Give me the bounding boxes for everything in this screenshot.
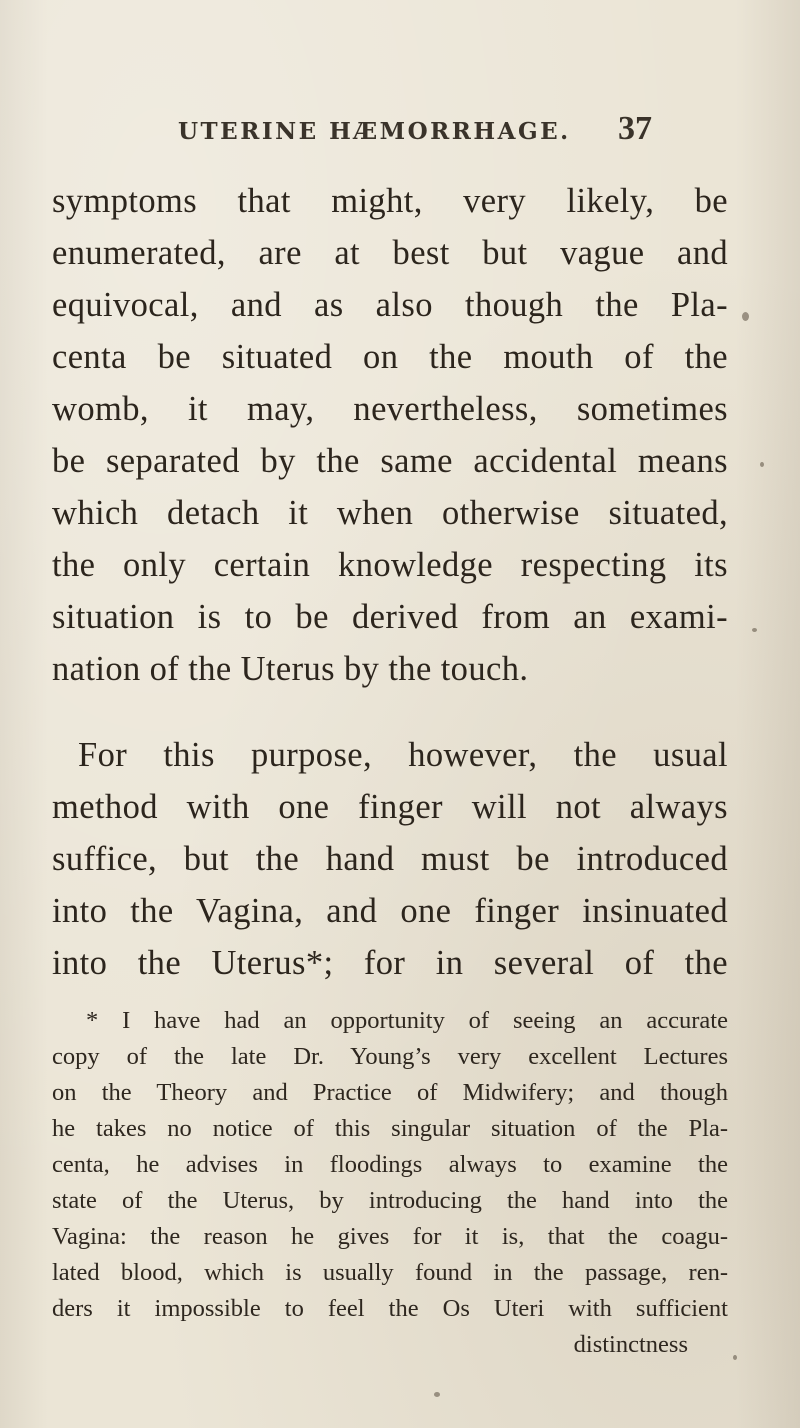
text-line: equivocal, and as also though the Pla- [52, 286, 728, 324]
footnote-line: ders it impossible to feel the Os Uteri with sufficient [52, 1295, 728, 1322]
catchword: distinctness [573, 1331, 688, 1358]
text-line: centa be situated on the mouth of the [52, 338, 728, 376]
paper-speck [742, 312, 749, 321]
footnote-line: he takes no notice of this singular situation of the Pla- [52, 1115, 728, 1142]
page-number: 37 [618, 110, 652, 147]
paper-speck [760, 462, 764, 467]
footnote-line: state of the Uterus, by introducing the hand into the [52, 1187, 728, 1214]
footnote-line: Vagina: the reason he gives for it is, that the coagu- [52, 1223, 728, 1250]
text-line: enumerated, are at best but vague and [52, 234, 728, 272]
text-line: into the Vagina, and one finger insinuated [52, 892, 728, 930]
running-title: UTERINE HÆMORRHAGE. [178, 118, 571, 145]
footnote-line: lated blood, which is usually found in the passage, ren- [52, 1259, 728, 1286]
text-line: which detach it when otherwise situated, [52, 494, 728, 532]
text-line: be separated by the same accidental means [52, 442, 728, 480]
footnote-line: on the Theory and Practice of Midwifery; and though [52, 1079, 728, 1106]
paragraph-1 [52, 175, 728, 695]
text-line: womb, it may, nevertheless, sometimes [52, 390, 728, 428]
text-line: For this purpose, however, the usual [78, 736, 728, 774]
text-line: nation of the Uterus by the touch. [52, 650, 529, 688]
footnote [52, 1003, 728, 1363]
paper-speck [733, 1355, 737, 1360]
text-line: situation is to be derived from an exami- [52, 598, 728, 636]
paragraph-2 [52, 729, 728, 989]
footnote-line: centa, he advises in floodings always to examine the [52, 1151, 728, 1178]
footnote-line: * I have had an opportunity of seeing an accurate [86, 1007, 728, 1034]
paper-speck [434, 1392, 440, 1397]
text-line: method with one finger will not always [52, 788, 728, 826]
text-line: suffice, but the hand must be introduced [52, 840, 728, 878]
body-text [52, 175, 728, 989]
text-line: symptoms that might, very likely, be [52, 182, 728, 220]
footnote-line: copy of the late Dr. Young’s very excellent Lectures [52, 1043, 728, 1070]
paper-speck [752, 628, 757, 632]
text-line: into the Uterus*; for in several of the [52, 944, 728, 982]
text-line: the only certain knowledge respecting its [52, 546, 728, 584]
running-head [178, 110, 698, 158]
